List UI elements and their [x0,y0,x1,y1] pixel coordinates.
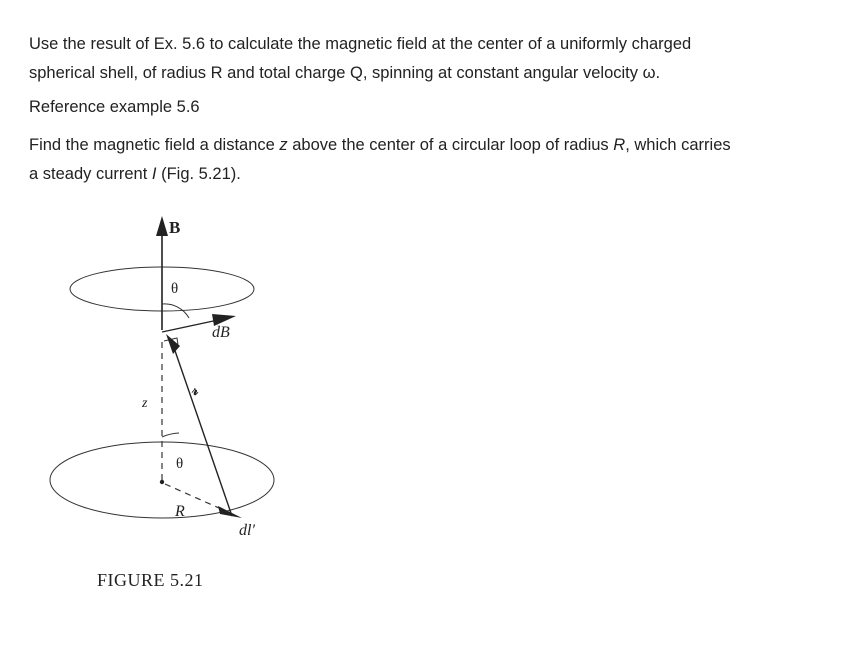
label-z: z [142,396,148,411]
loop-center-point [160,480,164,484]
variable-r: R [613,136,626,154]
label-r: R [175,503,185,520]
separation-vector-line [172,342,232,516]
label-theta-bottom: θ [176,456,184,472]
example-part-2: above the center of a circular loop of radius [287,136,614,154]
example-part-4: a steady current [29,165,152,183]
label-dl: dl′ [239,522,255,539]
label-script-r: 𝓇 [192,383,199,399]
label-theta-top: θ [171,281,179,297]
figure-caption: FIGURE 5.21 [97,570,204,590]
theta-angle-arc-bottom [162,433,179,437]
db-vector-line [162,320,218,332]
variable-z: z [279,136,288,154]
reference-label: Reference example 5.6 [29,98,200,116]
example-part-5: (Fig. 5.21). [156,165,241,183]
b-arrowhead [156,216,168,236]
label-db: dB [212,324,230,341]
variable-i: I [151,165,157,183]
example-part-3: , which carries [625,136,731,154]
example-part-1: Find the magnetic field a distance [29,136,280,154]
problem-line-1: Use the result of Ex. 5.6 to calculate the magnetic field at the center of a uniformly charged [29,35,692,53]
problem-line-2: spherical shell, of radius R and total charge Q, spinning at constant angular velocity ω. [29,64,661,82]
label-b: B [169,218,181,237]
